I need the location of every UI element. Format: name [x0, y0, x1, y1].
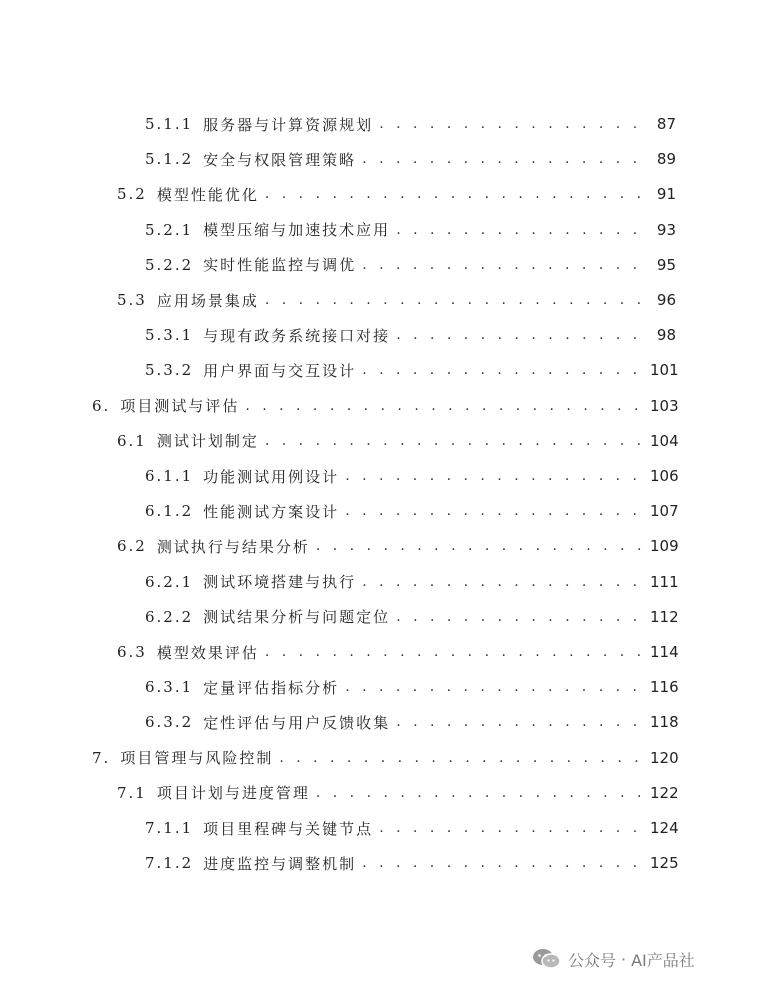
toc-entry[interactable] [145, 674, 679, 700]
toc-entry[interactable] [145, 252, 676, 278]
toc-entry[interactable] [145, 604, 679, 630]
toc-entry-page: 122 [650, 783, 679, 802]
toc-entry-title: 项目测试与评估 [120, 397, 240, 416]
toc-entry-title: 项目计划与进度管理 [156, 784, 310, 803]
toc-entry-page: 124 [650, 819, 679, 837]
toc-entry[interactable] [145, 850, 679, 876]
toc-entry-page: 101 [650, 361, 679, 380]
toc-entry-number: 6.3.1 [145, 678, 194, 697]
toc-entry-page: 112 [650, 607, 679, 626]
toc-entry-page: 118 [650, 713, 679, 732]
toc-entry-number: 5.1.2 [145, 150, 194, 169]
toc-entry-page: 120 [650, 748, 679, 767]
toc-entry-title: 实时性能监控与调优 [203, 256, 357, 275]
toc-entry-number: 7. [92, 748, 111, 767]
toc-entry-number: 7.1 [117, 783, 147, 802]
toc-leader-dots [265, 644, 644, 660]
toc-entry-page: 103 [650, 396, 679, 415]
toc-entry[interactable] [145, 569, 679, 595]
toc-entry-number: 5.2.2 [145, 255, 194, 274]
toc-leader-dots [345, 679, 644, 695]
toc-entry-number: 5.3 [117, 291, 147, 309]
toc-entry[interactable] [145, 463, 679, 489]
toc-entry-number: 5.3.2 [145, 361, 194, 380]
toc-entry[interactable] [117, 780, 679, 806]
toc-entry-page: 106 [650, 467, 679, 485]
toc-entry-number: 6.2.1 [145, 572, 194, 591]
toc-leader-dots [316, 538, 644, 554]
toc-entry-title: 模型压缩与加速技术应用 [203, 221, 391, 240]
toc-entry-title: 安全与权限管理策略 [203, 150, 357, 169]
toc-entry-number: 6.2.2 [145, 607, 194, 626]
toc-entry-page: 91 [656, 185, 676, 204]
toc-entry-title: 测试结果分析与问题定位 [203, 608, 391, 627]
toc-leader-dots [362, 855, 644, 871]
toc-entry-page: 111 [650, 572, 679, 591]
toc-entry[interactable] [145, 498, 679, 524]
toc-leader-dots [345, 468, 644, 484]
toc-entry-title: 用户界面与交互设计 [203, 361, 357, 380]
watermark-name: AI产品社 [631, 950, 695, 970]
toc-entry-page: 89 [656, 150, 676, 169]
toc-leader-dots [279, 750, 644, 766]
toc-leader-dots [345, 503, 644, 519]
toc-entry-number: 6.1 [117, 431, 147, 450]
toc-entry-number: 5.2 [117, 185, 147, 204]
toc-entry[interactable] [145, 709, 679, 735]
toc-entry-title: 应用场景集成 [156, 291, 259, 310]
toc-leader-dots [316, 785, 644, 801]
toc-entry-page: 116 [650, 678, 679, 697]
watermark-prefix: 公众号 [568, 950, 617, 970]
toc-entry[interactable] [145, 111, 676, 137]
toc-entry-page: 125 [650, 854, 679, 873]
toc-entry[interactable] [117, 639, 679, 665]
toc-entry-title: 测试环境搭建与执行 [203, 573, 357, 592]
toc-entry-number: 5.1.1 [145, 115, 194, 133]
toc-leader-dots [362, 574, 644, 590]
toc-entry-number: 5.3.1 [145, 326, 194, 345]
toc-leader-dots [362, 257, 644, 273]
toc-leader-dots [396, 327, 644, 343]
toc-entry-number: 6.1.2 [145, 502, 194, 521]
toc-leader-dots [265, 292, 644, 308]
toc-entry-title: 模型性能优化 [156, 185, 259, 204]
toc-entry-title: 服务器与计算资源规划 [203, 115, 374, 134]
toc-entry-page: 98 [656, 326, 676, 345]
toc-entry-title: 模型效果评估 [156, 643, 259, 662]
toc-entry[interactable] [145, 357, 679, 383]
toc-entry[interactable] [92, 745, 679, 771]
toc-entry-title: 定性评估与用户反馈收集 [203, 713, 391, 732]
toc-entry-page: 93 [656, 220, 676, 239]
toc-entry-page: 109 [650, 537, 679, 556]
toc-leader-dots [362, 362, 644, 378]
toc-entry-number: 7.1.1 [145, 819, 194, 837]
toc-leader-dots [396, 222, 644, 238]
toc-entry[interactable] [117, 428, 679, 454]
toc-leader-dots [265, 186, 644, 202]
toc-entry-title: 测试计划制定 [156, 432, 259, 451]
toc-entry-number: 6.3.2 [145, 713, 194, 732]
toc-entry-page: 96 [656, 291, 676, 309]
toc-entry-title: 测试执行与结果分析 [156, 537, 310, 556]
toc-entry-page: 104 [650, 431, 679, 450]
toc-entry[interactable] [145, 322, 676, 348]
toc-entry-number: 6.3 [117, 643, 147, 661]
toc-leader-dots [379, 116, 644, 132]
toc-entry-page: 114 [650, 643, 679, 661]
toc-entry-number: 6. [92, 396, 111, 415]
wechat-icon [532, 947, 562, 971]
toc-entry-page: 107 [650, 502, 679, 521]
toc-entry[interactable] [145, 217, 676, 243]
toc-entry-page: 95 [656, 255, 676, 274]
toc-entry[interactable] [117, 181, 676, 207]
toc-entry-number: 7.1.2 [145, 854, 194, 873]
toc-leader-dots [379, 820, 644, 836]
watermark-separator: · [621, 949, 627, 969]
watermark [532, 944, 695, 974]
toc-entry-number: 6.1.1 [145, 467, 194, 485]
toc-entry[interactable] [117, 533, 679, 559]
toc-leader-dots [396, 714, 644, 730]
toc-leader-dots [265, 433, 644, 449]
toc-entry[interactable] [145, 815, 679, 841]
toc-entry[interactable] [117, 287, 676, 313]
toc-entry-title: 项目管理与风险控制 [120, 749, 274, 768]
toc-leader-dots [245, 398, 644, 414]
toc-leader-dots [396, 609, 644, 625]
toc-entry-number: 5.2.1 [145, 220, 194, 239]
toc-entry-title: 功能测试用例设计 [203, 467, 340, 486]
toc-entry[interactable] [145, 146, 676, 172]
toc-leader-dots [362, 151, 644, 167]
toc-entry-number: 6.2 [117, 537, 147, 556]
toc-entry-title: 定量评估指标分析 [203, 678, 340, 697]
toc-entry-title: 与现有政务系统接口对接 [203, 326, 391, 345]
toc-entry-title: 项目里程碑与关键节点 [203, 819, 374, 838]
toc-entry-page: 87 [656, 115, 676, 133]
toc-entry[interactable] [92, 393, 679, 419]
toc-entry-title: 性能测试方案设计 [203, 502, 340, 521]
toc-entry-title: 进度监控与调整机制 [203, 854, 357, 873]
